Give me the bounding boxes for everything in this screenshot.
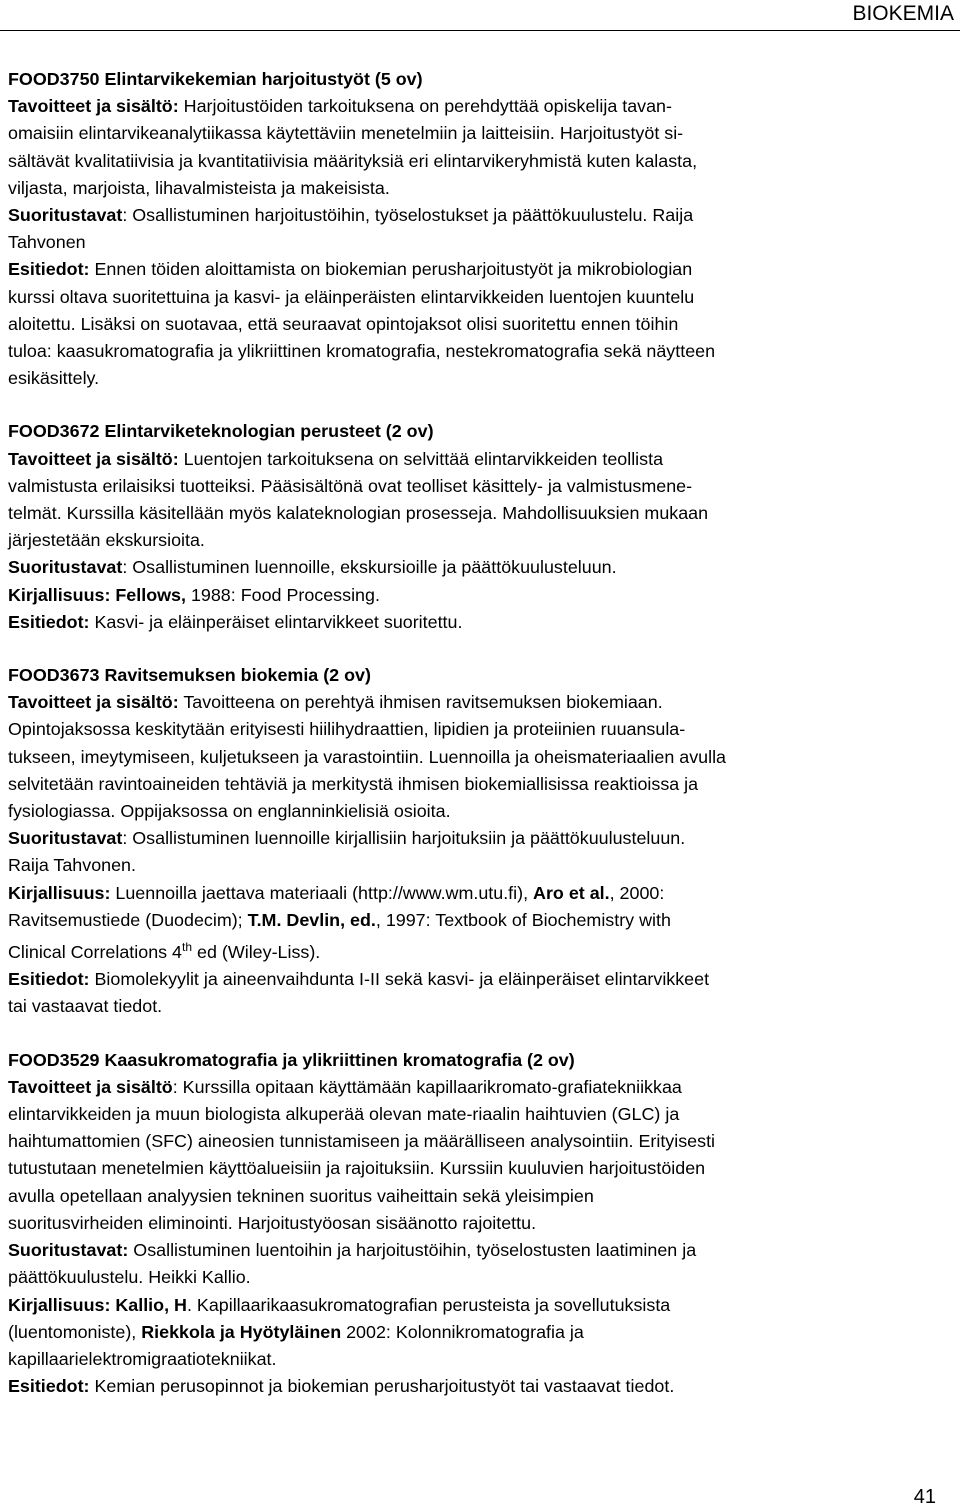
text: Ennen töiden aloittamista on biokemian perusharjoitustyöt ja mikrobiologian: [94, 259, 693, 280]
course-line: tukseen, imeytymiseen, kuljetukseen ja varastointiin. Luennoilla ja oheismateriaalien avulla: [8, 746, 727, 767]
course-line: kapillaarielektromigraatiotekniikat.: [8, 1348, 277, 1369]
text: , 1997: Textbook of Biochemistry with: [375, 909, 671, 930]
text: : Osallistuminen harjoitustöihin, työselostukset ja päättökuulustelu. Raija: [122, 205, 694, 226]
text: (luentomoniste),: [8, 1321, 137, 1342]
course-list: [8, 66, 948, 1426]
course-line: selvitetään ravintoaineiden tehtäviä ja merkitystä ihmisen biokemiallisissa reaktioissa ja: [8, 773, 699, 794]
text: . Kapillaarikaasukromatografian perusteista ja sovellutuksista: [186, 1294, 671, 1315]
text: , 2000:: [609, 882, 665, 903]
course-line: päättökuulustelu. Heikki Kallio.: [8, 1267, 251, 1288]
text: Ravitsemustiede (Duodecim);: [8, 909, 243, 930]
course-title: FOOD3529 Kaasukromatografia ja ylikriittinen kromatografia (2 ov): [8, 1049, 575, 1070]
superscript: th: [182, 940, 193, 955]
label-prerequisites: Esitiedot:: [8, 1376, 90, 1397]
label-goals: Tavoitteet ja sisältö:: [8, 448, 179, 469]
course-line: tutustutaan menetelmien käyttöalueisiin ja rajoituksiin. Kurssiin kuuluvien harjoitustöiden: [8, 1158, 706, 1179]
course-line: [8, 1237, 948, 1264]
course-line: [8, 446, 948, 473]
course-line: [8, 1319, 948, 1346]
course-line: [8, 1292, 948, 1319]
label-literature: Kirjallisuus: Kallio, H: [8, 1294, 187, 1315]
course-line: haihtumattomien (SFC) aineosien tunnistamiseen ja määrälliseen analysointiin. Erityisesti: [8, 1131, 716, 1152]
course-line: viljasta, marjoista, lihavalmisteista ja makeisista.: [8, 177, 390, 198]
text: Luentojen tarkoituksena on selvittää elintarvikkeiden teollista: [183, 448, 664, 469]
course-line: järjestetään ekskursioita.: [8, 530, 205, 551]
label-methods: Suoritustavat: [8, 828, 123, 849]
course-line: elintarvikkeiden ja muun biologista alkuperää olevan mate-riaalin haihtuvien (GLC) ja: [8, 1104, 680, 1125]
course-line: suoritusvirheiden eliminointi. Harjoitustyöosan sisäänotto rajoitettu.: [8, 1212, 537, 1233]
text: : Kurssilla opitaan käyttämään kapillaarikromato-grafiatekniikkaa: [172, 1076, 682, 1097]
course-line: fysiologiassa. Oppijaksossa on englanninkielisiä osioita.: [8, 801, 451, 822]
course-line: telmät. Kurssilla käsitellään myös kalateknologian prosesseja. Mahdollisuuksien mukaan: [8, 503, 709, 524]
label-methods: Suoritustavat: [8, 557, 123, 578]
text: Clinical Correlations 4: [8, 942, 183, 963]
course-line: [8, 689, 948, 716]
text: ed (Wiley-Liss).: [197, 942, 321, 963]
text: 1988: Food Processing.: [190, 584, 380, 605]
course-line: valmistusta erilaisiksi tuotteiksi. Pääsisältönä ovat teolliset käsittely- ja valmistusmene-: [8, 475, 693, 496]
course-line: [8, 93, 948, 120]
course-line: [8, 966, 948, 993]
course-line: avulla opetellaan analyysien tekninen suoritus vaiheittain sekä yleisimpien: [8, 1185, 594, 1206]
text: Kasvi- ja eläinperäiset elintarvikkeet suoritettu.: [94, 611, 463, 632]
course-food3673: [8, 662, 948, 1021]
label-literature: Kirjallisuus:: [8, 882, 111, 903]
course-line: Opintojaksossa keskitytään erityisesti hiilihydraattien, lipidien ja proteiinien ruuansula-: [8, 719, 686, 740]
label-goals: Tavoitteet ja sisältö:: [8, 692, 179, 713]
course-line: [8, 1074, 948, 1101]
course-line: tuloa: kaasukromatografia ja ylikriittinen kromatografia, nestekromatografia sekä näytteen: [8, 341, 716, 362]
text: Harjoitustöiden tarkoituksena on perehdyttää opiskelija tavan-: [183, 96, 672, 117]
course-line: [8, 825, 948, 852]
course-line: [8, 880, 948, 907]
text: : Osallistuminen luennoille kirjallisiin harjoituksiin ja päättökuulusteluun.: [122, 828, 686, 849]
course-line: kurssi oltava suoritettuina ja kasvi- ja eläinperäisten elintarvikkeiden luentojen kuuntelu: [8, 286, 695, 307]
course-line: sältävät kvalitatiivisia ja kvantitatiivisia määrityksiä eri elintarvikeryhmistä kuten kalasta,: [8, 150, 698, 171]
label-methods: Suoritustavat: [8, 205, 123, 226]
author-name: Riekkola ja Hyötyläinen: [141, 1321, 342, 1342]
course-food3750: [8, 66, 948, 392]
course-line: Raija Tahvonen.: [8, 855, 136, 876]
course-line: [8, 582, 948, 609]
page-number: 41: [913, 1486, 936, 1508]
course-line: esikäsittely.: [8, 368, 100, 389]
course-food3672: [8, 418, 948, 636]
text: : Osallistuminen luennoille, ekskursioille ja päättökuulusteluun.: [122, 557, 617, 578]
course-line: tai vastaavat tiedot.: [8, 996, 163, 1017]
page-header: [0, 0, 960, 31]
course-line: [8, 609, 948, 636]
section-title: BIOKEMIA: [852, 2, 954, 25]
label-prerequisites: Esitiedot:: [8, 611, 90, 632]
course-title: FOOD3673 Ravitsemuksen biokemia (2 ov): [8, 665, 371, 686]
text: Biomolekyylit ja aineenvaihdunta I-II sekä kasvi- ja eläinperäiset elintarvikkeet: [94, 969, 710, 990]
label-goals: Tavoitteet ja sisältö: [8, 1076, 173, 1097]
text: Osallistuminen luentoihin ja harjoitustöihin, työselostusten laatiminen ja: [133, 1240, 697, 1261]
course-line: Tahvonen: [8, 232, 86, 253]
label-goals: Tavoitteet ja sisältö:: [8, 96, 179, 117]
course-line: [8, 907, 948, 934]
course-title: FOOD3672 Elintarviketeknologian perusteet (2 ov): [8, 421, 434, 442]
text: Luennoilla jaettava materiaali (http://www.wm.utu.fi),: [115, 882, 529, 903]
course-line: [8, 202, 948, 229]
author-name: T.M. Devlin, ed.: [247, 909, 376, 930]
label-methods: Suoritustavat:: [8, 1240, 129, 1261]
label-prerequisites: Esitiedot:: [8, 969, 90, 990]
course-line: [8, 1373, 948, 1400]
label-literature: Kirjallisuus: Fellows,: [8, 584, 186, 605]
course-line: [8, 934, 948, 966]
label-prerequisites: Esitiedot:: [8, 259, 90, 280]
author-name: Aro et al.: [533, 882, 610, 903]
course-line: [8, 554, 948, 581]
text: Tavoitteena on perehtyä ihmisen ravitsemuksen biokemiaan.: [183, 692, 663, 713]
course-food3529: [8, 1047, 948, 1401]
course-line: [8, 256, 948, 283]
course-line: aloitettu. Lisäksi on suotavaa, että seuraavat opintojaksot olisi suoritettu ennen töihin: [8, 313, 679, 334]
text: Kemian perusopinnot ja biokemian perusharjoitustyöt tai vastaavat tiedot.: [94, 1376, 675, 1397]
course-title: FOOD3750 Elintarvikekemian harjoitustyöt (5 ov): [8, 69, 423, 89]
course-line: omaisiin elintarvikeanalytiikassa käytettäviin menetelmiin ja laitteisiin. Harjoitustyöt si-: [8, 123, 684, 144]
text: 2002: Kolonnikromatografia ja: [346, 1321, 584, 1342]
